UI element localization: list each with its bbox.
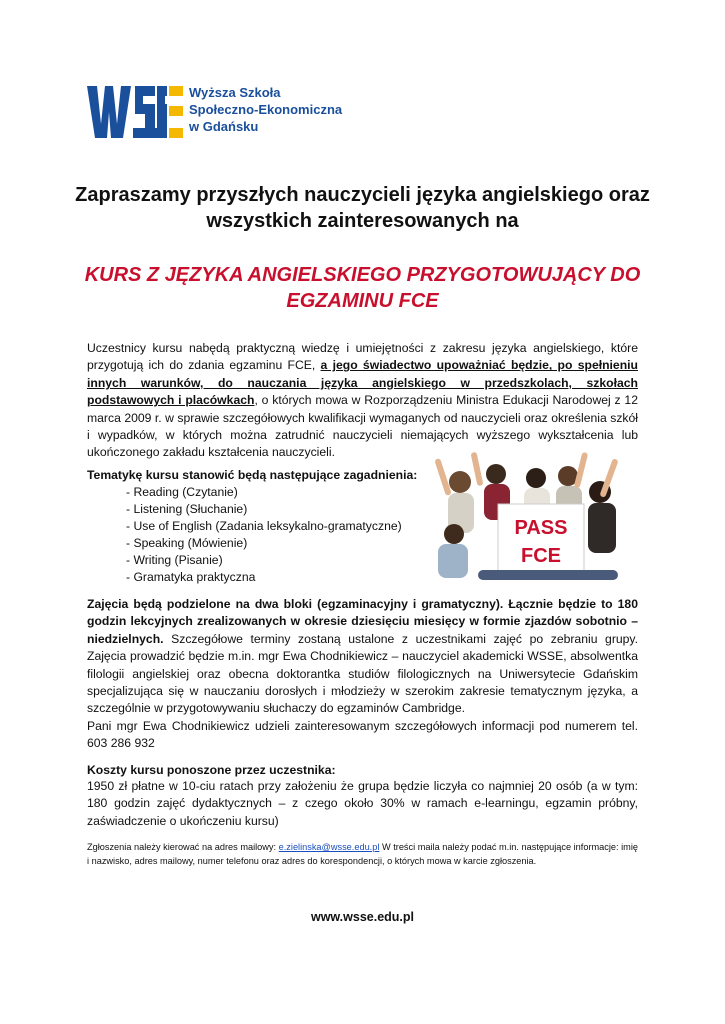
- intro-part-2: , o których mowa w Rozporządzeniu Ministra Edukacji Narodowej z 12 marca 2009 r. w sprawie szczegółowych kwalifikacji wymaganych od nauczycieli oraz określenia szkół i wypadków, w których można zatrudnić nauczycieli niemających wyższego wykształcenia lub ukończonego zakładu kształcenia nauczycieli.: [87, 393, 638, 460]
- logo-text: [189, 84, 342, 135]
- course-title: [60, 262, 665, 314]
- sign-text-fce: FCE: [521, 545, 561, 567]
- student-figure: [434, 458, 474, 533]
- course-title-line-2: EGZAMINU FCE: [286, 290, 439, 312]
- topic-item: - Use of English (Zadania leksykalno-gramatyczne): [126, 518, 402, 535]
- registration-part-2: W treści maila należy podać m.in. następujące informacje: imię i nazwisko, adres mailowy, numer telefonu oraz adres do korespondencji, o których mowa w karcie zgłoszenia.: [87, 842, 638, 866]
- blocks-text: Szczegółowe terminy zostaną ustalone z uczestnikami zajęć po zebraniu grupy. Zajęcia prowadzić będzie m.in. mgr Ewa Chodnikiewicz – nauczyciel akademicki WSSE, absolwentka filologii angielskiej oraz obecna doktorantka studiów filologicznych na Uniwersytecie Gdańskim specjalizująca się w nauczaniu dorosłych i młodzieży w szerokim zakresie tematycznym języka, a szczególnie w przygotowywaniu słuchaczy do egzaminów Cambridge.: [87, 631, 639, 716]
- course-title-line-1: KURS Z JĘZYKA ANGIELSKIEGO PRZYGOTOWUJĄCY DO: [84, 264, 641, 286]
- contact-text: Pani mgr Ewa Chodnikiewicz udzieli zainteresowanym szczegółowych informacji pod numerem tel. 603 286 932: [87, 718, 638, 751]
- course-details-paragraph: [87, 596, 638, 753]
- students-pass-fce-photo: [418, 452, 636, 584]
- student-figure: [438, 524, 468, 578]
- costs-paragraph: 1950 zł płatne w 10-ciu ratach przy założeniu że grupa będzie liczyła co najmniej 20 osób (a w tym: 180 godzin zajęć dydaktycznych – z czego około 30% w ramach e-learningu, egzamin próbny, zaświadczenie o ukończeniu kursu): [87, 779, 638, 828]
- topics-heading: Tematykę kursu stanowić będą następujące zagadnienia:: [87, 468, 418, 482]
- student-figure: [588, 458, 619, 553]
- logo-line-2: Społeczno-Ekonomiczna: [189, 102, 343, 117]
- intro-part-1: Uczestnicy kursu nabędą praktyczną wiedzę i umiejętności z zakresu języka angielskiego, które przygotują ich do zdania egzaminu FCE,: [87, 341, 638, 373]
- sign-text-pass: PASS: [514, 517, 568, 539]
- topic-item: - Listening (Słuchanie): [126, 501, 402, 518]
- registration-part-1: Zgłoszenia należy kierować na adres mailowy:: [87, 842, 279, 852]
- topic-item: - Gramatyka praktyczna: [126, 569, 402, 586]
- registration-email-link[interactable]: e.zielinska@wsse.edu.pl: [278, 842, 380, 852]
- topic-item: - Writing (Pisanie): [126, 552, 402, 569]
- school-logo: [87, 82, 347, 142]
- wsse-logo-mark: [87, 82, 183, 142]
- topic-item: - Reading (Czytanie): [126, 484, 402, 501]
- topics-list: [126, 484, 402, 586]
- intro-emphasis: a jego świadectwo upoważniać będzie, po spełnieniu innych warunków, do nauczania języka angielskiego w przedszkolach, szkołach podstawowych i placówkach: [87, 358, 638, 408]
- headline-line-2: wszystkich zainteresowanych na: [206, 210, 519, 232]
- logo-line-1: Wyższa Szkoła: [189, 85, 281, 100]
- blocks-bold: Zajęcia będą podzielone na dwa bloki (egzaminacyjny i gramatyczny). Łącznie będzie to 180 godzin lekcyjnych zrealizowanych w okresie dziesięciu miesięcy w formie zjazdów sobotnio – niedzielnych.: [87, 597, 638, 646]
- costs-heading: Koszty kursu ponoszone przez uczestnika:: [87, 763, 336, 777]
- footer-website-link[interactable]: www.wsse.edu.pl: [310, 910, 415, 924]
- logo-line-3: w Gdańsku: [189, 119, 259, 134]
- topic-item: - Speaking (Mówienie): [126, 535, 402, 552]
- headline: [60, 182, 665, 234]
- headline-line-1: Zapraszamy przyszłych nauczycieli języka angielskiego oraz: [75, 184, 650, 206]
- registration-note: [87, 841, 638, 868]
- legs: [478, 570, 618, 580]
- intro-paragraph: [87, 340, 638, 462]
